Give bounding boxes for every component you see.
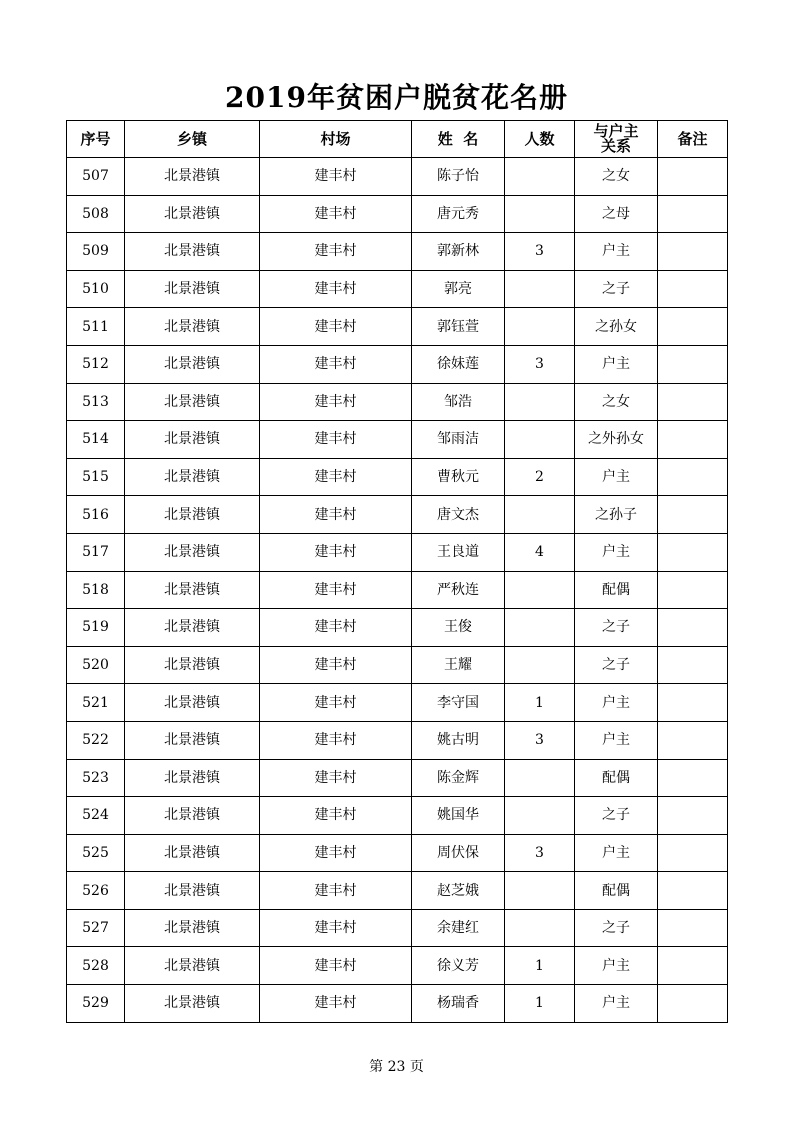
cell-relation: 户主 bbox=[575, 458, 658, 496]
cell-name: 姚国华 bbox=[412, 797, 505, 835]
table-row bbox=[67, 834, 728, 872]
cell-no: 509 bbox=[67, 233, 125, 271]
cell-name: 王良道 bbox=[412, 533, 505, 571]
cell-relation: 之母 bbox=[575, 195, 658, 233]
cell-name: 郭亮 bbox=[412, 270, 505, 308]
cell-remark bbox=[658, 233, 728, 271]
table-row bbox=[67, 646, 728, 684]
table-row bbox=[67, 533, 728, 571]
cell-remark bbox=[658, 270, 728, 308]
cell-village: 建丰村 bbox=[260, 721, 412, 759]
cell-town: 北景港镇 bbox=[125, 571, 260, 609]
cell-no: 518 bbox=[67, 571, 125, 609]
cell-town: 北景港镇 bbox=[125, 834, 260, 872]
cell-remark bbox=[658, 158, 728, 196]
cell-relation: 之孙子 bbox=[575, 496, 658, 534]
cell-remark bbox=[658, 345, 728, 383]
cell-name: 赵芝娥 bbox=[412, 872, 505, 910]
cell-relation: 户主 bbox=[575, 533, 658, 571]
cell-relation: 之孙女 bbox=[575, 308, 658, 346]
cell-no: 512 bbox=[67, 345, 125, 383]
cell-town: 北景港镇 bbox=[125, 609, 260, 647]
cell-no: 507 bbox=[67, 158, 125, 196]
cell-remark bbox=[658, 872, 728, 910]
cell-count bbox=[505, 383, 575, 421]
cell-name: 陈子怡 bbox=[412, 158, 505, 196]
header-row bbox=[67, 121, 728, 158]
header-relation-line1: 与户主 bbox=[593, 122, 639, 140]
table-row bbox=[67, 797, 728, 835]
cell-town: 北景港镇 bbox=[125, 797, 260, 835]
cell-town: 北景港镇 bbox=[125, 759, 260, 797]
table-row bbox=[67, 609, 728, 647]
cell-village: 建丰村 bbox=[260, 458, 412, 496]
cell-name: 王耀 bbox=[412, 646, 505, 684]
cell-count bbox=[505, 646, 575, 684]
cell-name: 陈金辉 bbox=[412, 759, 505, 797]
table-row bbox=[67, 158, 728, 196]
cell-relation: 户主 bbox=[575, 233, 658, 271]
cell-count bbox=[505, 421, 575, 459]
cell-count bbox=[505, 909, 575, 947]
header-name: 姓 名 bbox=[412, 121, 505, 158]
cell-town: 北景港镇 bbox=[125, 233, 260, 271]
table-row bbox=[67, 985, 728, 1023]
cell-remark bbox=[658, 308, 728, 346]
cell-town: 北景港镇 bbox=[125, 421, 260, 459]
cell-no: 527 bbox=[67, 909, 125, 947]
cell-name: 郭新林 bbox=[412, 233, 505, 271]
cell-town: 北景港镇 bbox=[125, 458, 260, 496]
header-relation-line2: 关系 bbox=[600, 137, 631, 155]
cell-village: 建丰村 bbox=[260, 646, 412, 684]
cell-name: 余建红 bbox=[412, 909, 505, 947]
cell-relation: 户主 bbox=[575, 684, 658, 722]
roster-table bbox=[66, 120, 728, 1023]
cell-count: 2 bbox=[505, 458, 575, 496]
cell-village: 建丰村 bbox=[260, 947, 412, 985]
cell-village: 建丰村 bbox=[260, 872, 412, 910]
cell-relation: 之外孙女 bbox=[575, 421, 658, 459]
cell-town: 北景港镇 bbox=[125, 721, 260, 759]
cell-name: 邹浩 bbox=[412, 383, 505, 421]
table-row bbox=[67, 947, 728, 985]
cell-count bbox=[505, 496, 575, 534]
cell-relation: 之子 bbox=[575, 270, 658, 308]
header-no: 序号 bbox=[67, 121, 125, 158]
cell-remark bbox=[658, 609, 728, 647]
cell-no: 526 bbox=[67, 872, 125, 910]
cell-town: 北景港镇 bbox=[125, 270, 260, 308]
cell-remark bbox=[658, 684, 728, 722]
cell-relation: 之子 bbox=[575, 797, 658, 835]
cell-no: 525 bbox=[67, 834, 125, 872]
cell-village: 建丰村 bbox=[260, 909, 412, 947]
cell-village: 建丰村 bbox=[260, 345, 412, 383]
cell-village: 建丰村 bbox=[260, 533, 412, 571]
cell-count: 4 bbox=[505, 533, 575, 571]
table-row bbox=[67, 759, 728, 797]
cell-town: 北景港镇 bbox=[125, 684, 260, 722]
cell-count: 1 bbox=[505, 684, 575, 722]
cell-name: 周伏保 bbox=[412, 834, 505, 872]
cell-no: 516 bbox=[67, 496, 125, 534]
cell-town: 北景港镇 bbox=[125, 872, 260, 910]
cell-village: 建丰村 bbox=[260, 496, 412, 534]
cell-name: 姚古明 bbox=[412, 721, 505, 759]
cell-relation: 之子 bbox=[575, 646, 658, 684]
cell-remark bbox=[658, 909, 728, 947]
cell-town: 北景港镇 bbox=[125, 909, 260, 947]
table-row bbox=[67, 270, 728, 308]
cell-count bbox=[505, 797, 575, 835]
cell-no: 514 bbox=[67, 421, 125, 459]
cell-remark bbox=[658, 383, 728, 421]
cell-name: 曹秋元 bbox=[412, 458, 505, 496]
cell-relation: 户主 bbox=[575, 947, 658, 985]
cell-relation: 配偶 bbox=[575, 759, 658, 797]
cell-remark bbox=[658, 834, 728, 872]
cell-town: 北景港镇 bbox=[125, 646, 260, 684]
cell-remark bbox=[658, 421, 728, 459]
cell-relation: 户主 bbox=[575, 985, 658, 1023]
page-title: 2019年贫困户脱贫花名册 bbox=[225, 81, 568, 114]
cell-town: 北景港镇 bbox=[125, 947, 260, 985]
cell-no: 523 bbox=[67, 759, 125, 797]
cell-town: 北景港镇 bbox=[125, 158, 260, 196]
cell-town: 北景港镇 bbox=[125, 345, 260, 383]
cell-no: 511 bbox=[67, 308, 125, 346]
cell-count bbox=[505, 872, 575, 910]
cell-no: 510 bbox=[67, 270, 125, 308]
cell-remark bbox=[658, 571, 728, 609]
cell-no: 521 bbox=[67, 684, 125, 722]
header-remark: 备注 bbox=[658, 121, 728, 158]
table-row bbox=[67, 684, 728, 722]
cell-no: 524 bbox=[67, 797, 125, 835]
cell-remark bbox=[658, 721, 728, 759]
cell-remark bbox=[658, 985, 728, 1023]
header-village: 村场 bbox=[260, 121, 412, 158]
cell-name: 杨瑞香 bbox=[412, 985, 505, 1023]
cell-town: 北景港镇 bbox=[125, 308, 260, 346]
cell-relation: 户主 bbox=[575, 834, 658, 872]
cell-relation: 户主 bbox=[575, 345, 658, 383]
table-row bbox=[67, 383, 728, 421]
cell-village: 建丰村 bbox=[260, 270, 412, 308]
cell-town: 北景港镇 bbox=[125, 985, 260, 1023]
cell-count: 3 bbox=[505, 721, 575, 759]
cell-count bbox=[505, 759, 575, 797]
cell-no: 517 bbox=[67, 533, 125, 571]
cell-relation: 之子 bbox=[575, 909, 658, 947]
cell-village: 建丰村 bbox=[260, 195, 412, 233]
cell-village: 建丰村 bbox=[260, 834, 412, 872]
cell-count bbox=[505, 571, 575, 609]
table-row bbox=[67, 195, 728, 233]
table-row bbox=[67, 233, 728, 271]
table-row bbox=[67, 496, 728, 534]
table-row bbox=[67, 872, 728, 910]
cell-village: 建丰村 bbox=[260, 421, 412, 459]
cell-name: 唐文杰 bbox=[412, 496, 505, 534]
cell-village: 建丰村 bbox=[260, 797, 412, 835]
cell-no: 515 bbox=[67, 458, 125, 496]
cell-village: 建丰村 bbox=[260, 684, 412, 722]
cell-relation: 配偶 bbox=[575, 571, 658, 609]
cell-village: 建丰村 bbox=[260, 383, 412, 421]
cell-village: 建丰村 bbox=[260, 571, 412, 609]
cell-remark bbox=[658, 759, 728, 797]
cell-no: 520 bbox=[67, 646, 125, 684]
header-town: 乡镇 bbox=[125, 121, 260, 158]
cell-count: 3 bbox=[505, 834, 575, 872]
cell-relation: 户主 bbox=[575, 721, 658, 759]
cell-no: 528 bbox=[67, 947, 125, 985]
cell-relation: 之女 bbox=[575, 383, 658, 421]
cell-remark bbox=[658, 646, 728, 684]
cell-no: 508 bbox=[67, 195, 125, 233]
table-row bbox=[67, 345, 728, 383]
cell-name: 徐义芳 bbox=[412, 947, 505, 985]
cell-relation: 之子 bbox=[575, 609, 658, 647]
cell-no: 529 bbox=[67, 985, 125, 1023]
cell-relation: 配偶 bbox=[575, 872, 658, 910]
cell-village: 建丰村 bbox=[260, 985, 412, 1023]
page-number: 第 23 页 bbox=[369, 1059, 424, 1075]
cell-no: 513 bbox=[67, 383, 125, 421]
cell-relation: 之女 bbox=[575, 158, 658, 196]
cell-count bbox=[505, 308, 575, 346]
cell-count bbox=[505, 270, 575, 308]
cell-town: 北景港镇 bbox=[125, 383, 260, 421]
cell-remark bbox=[658, 496, 728, 534]
cell-remark bbox=[658, 797, 728, 835]
cell-town: 北景港镇 bbox=[125, 533, 260, 571]
cell-remark bbox=[658, 195, 728, 233]
cell-no: 522 bbox=[67, 721, 125, 759]
cell-count: 3 bbox=[505, 345, 575, 383]
cell-name: 唐元秀 bbox=[412, 195, 505, 233]
cell-town: 北景港镇 bbox=[125, 195, 260, 233]
cell-town: 北景港镇 bbox=[125, 496, 260, 534]
table-row bbox=[67, 721, 728, 759]
cell-name: 王俊 bbox=[412, 609, 505, 647]
table-row bbox=[67, 909, 728, 947]
cell-name: 李守国 bbox=[412, 684, 505, 722]
table-row bbox=[67, 421, 728, 459]
roster-body bbox=[67, 158, 728, 1023]
cell-name: 郭钰萱 bbox=[412, 308, 505, 346]
cell-no: 519 bbox=[67, 609, 125, 647]
cell-village: 建丰村 bbox=[260, 609, 412, 647]
cell-village: 建丰村 bbox=[260, 759, 412, 797]
cell-village: 建丰村 bbox=[260, 308, 412, 346]
cell-name: 徐妹莲 bbox=[412, 345, 505, 383]
cell-village: 建丰村 bbox=[260, 233, 412, 271]
table-row bbox=[67, 571, 728, 609]
cell-count bbox=[505, 158, 575, 196]
cell-village: 建丰村 bbox=[260, 158, 412, 196]
cell-remark bbox=[658, 533, 728, 571]
cell-name: 严秋连 bbox=[412, 571, 505, 609]
cell-name: 邹雨洁 bbox=[412, 421, 505, 459]
cell-remark bbox=[658, 458, 728, 496]
table-row bbox=[67, 458, 728, 496]
cell-remark bbox=[658, 947, 728, 985]
cell-count bbox=[505, 609, 575, 647]
table-row bbox=[67, 308, 728, 346]
header-relation bbox=[575, 121, 658, 158]
header-count: 人数 bbox=[505, 121, 575, 158]
cell-count bbox=[505, 195, 575, 233]
cell-count: 3 bbox=[505, 233, 575, 271]
cell-count: 1 bbox=[505, 985, 575, 1023]
cell-count: 1 bbox=[505, 947, 575, 985]
